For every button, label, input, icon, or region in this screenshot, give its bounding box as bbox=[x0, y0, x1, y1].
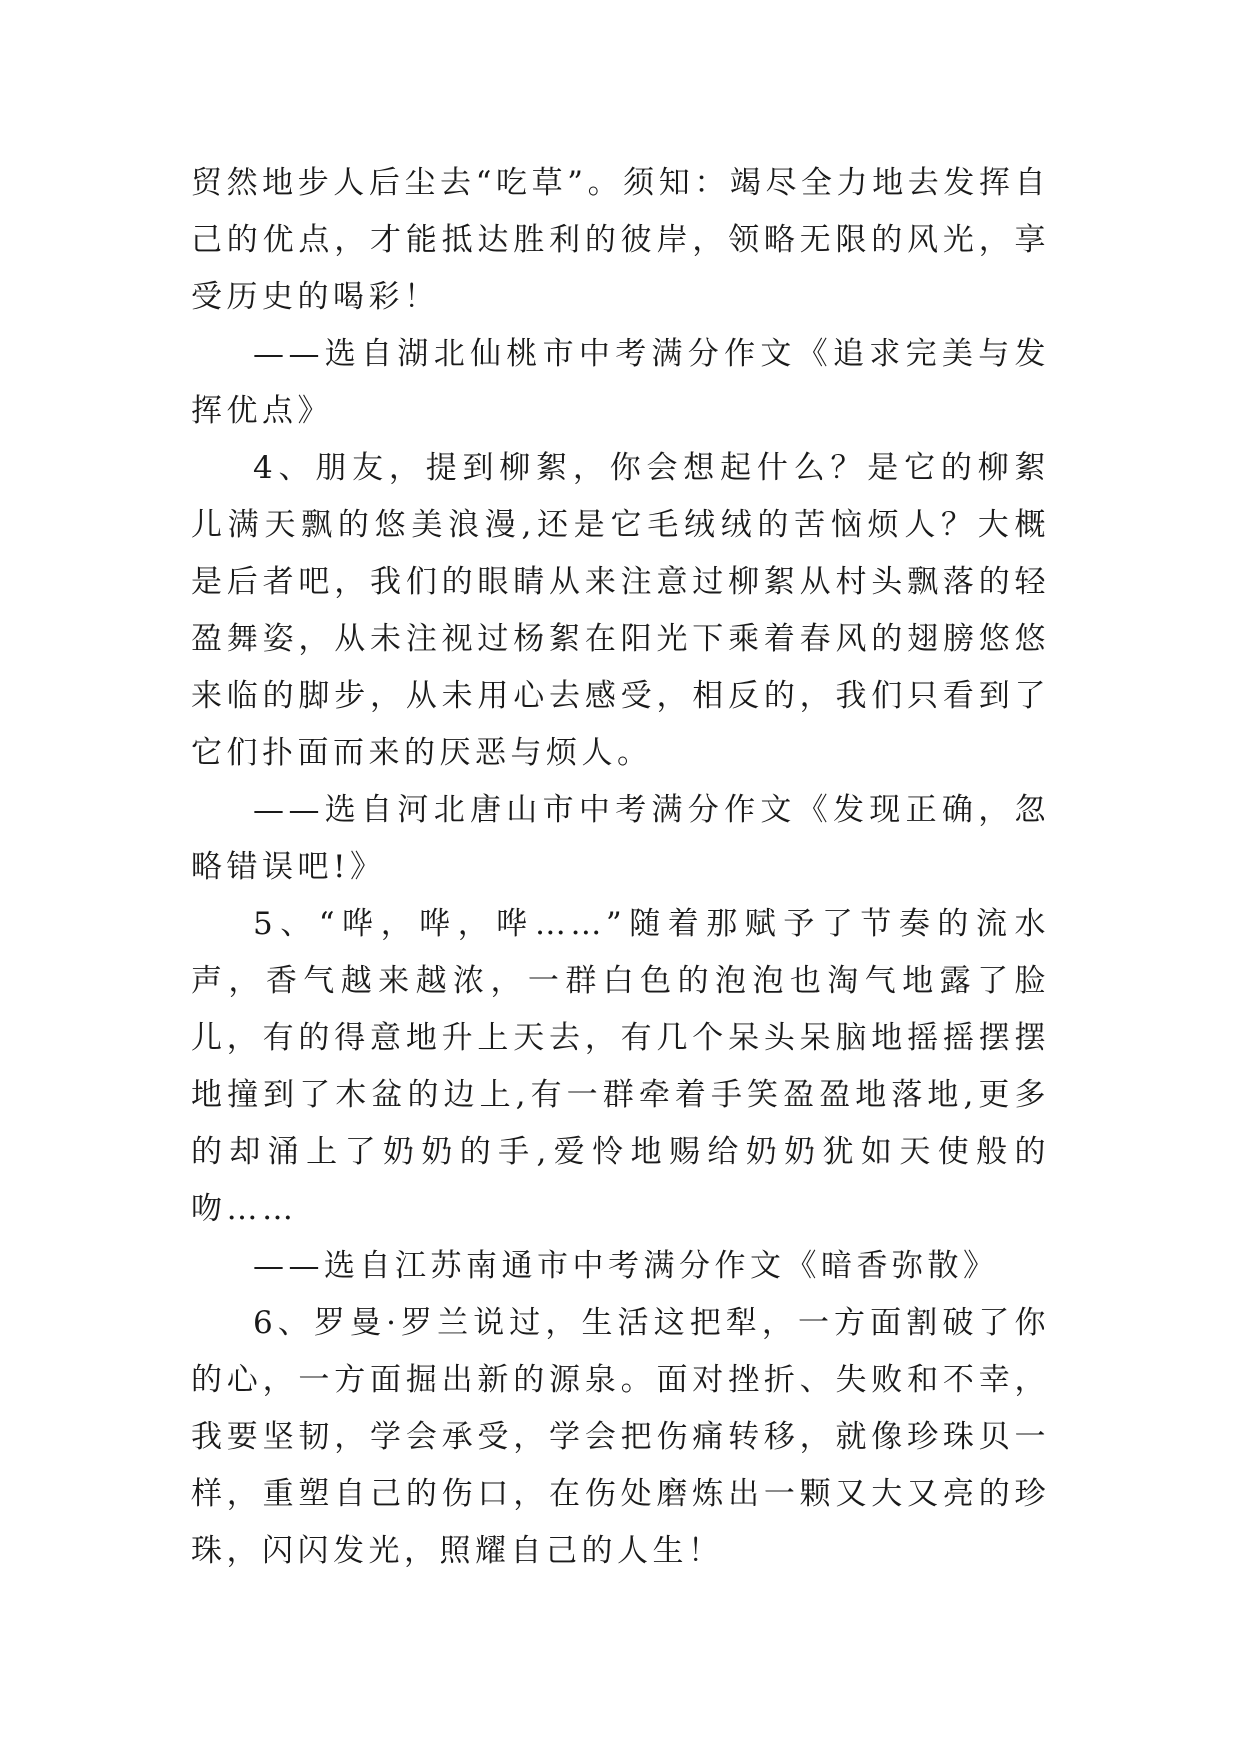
document-body bbox=[191, 155, 1050, 1580]
source-attribution: ——选自湖北仙桃市中考满分作文《追求完美与发挥优点》 bbox=[191, 336, 1050, 429]
paragraph-item-6: 6、罗曼·罗兰说过，生活这把犁，一方面割破了你的心，一方面掘出新的源泉。面对挫折、失败和不幸，我要坚韧，学会承受，学会把伤痛转移，就像珍珠贝一样，重塑自己的伤口，在伤处磨炼出一颗又大又亮的珍珠，闪闪发光，照耀自己的人生！ bbox=[191, 1305, 1050, 1569]
source-attribution: ——选自河北唐山市中考满分作文《发现正确，忽略错误吧!》 bbox=[191, 792, 1050, 885]
paragraph-item-4: 4、朋友，提到柳絮，你会想起什么？是它的柳絮儿满天飘的悠美浪漫,还是它毛绒绒的苦恼烦人？大概是后者吧，我们的眼睛从来注意过柳絮从村头飘落的轻盈舞姿，从未注视过杨絮在阳光下乘着春风的翅膀悠悠来临的脚步，从未用心去感受，相反的，我们只看到了它们扑面而来的厌恶与烦人。 bbox=[191, 450, 1050, 771]
paragraph-continuation: 贸然地步人后尘去“吃草”。须知：竭尽全力地去发挥自己的优点，才能抵达胜利的彼岸，领略无限的风光，享受历史的喝彩！ bbox=[191, 165, 1050, 315]
source-attribution: ——选自江苏南通市中考满分作文《暗香弥散》 bbox=[253, 1248, 999, 1284]
paragraph-item-5: 5、“哗，哗，哗……”随着那赋予了节奏的流水声，香气越来越浓，一群白色的泡泡也淘气地露了脸儿，有的得意地升上天去，有几个呆头呆脑地摇摇摆摆地撞到了木盆的边上,有一群牵着手笑盈盈地落地,更多的却涌上了奶奶的手,爱怜地赐给奶奶犹如天使般的吻…… bbox=[191, 906, 1050, 1227]
